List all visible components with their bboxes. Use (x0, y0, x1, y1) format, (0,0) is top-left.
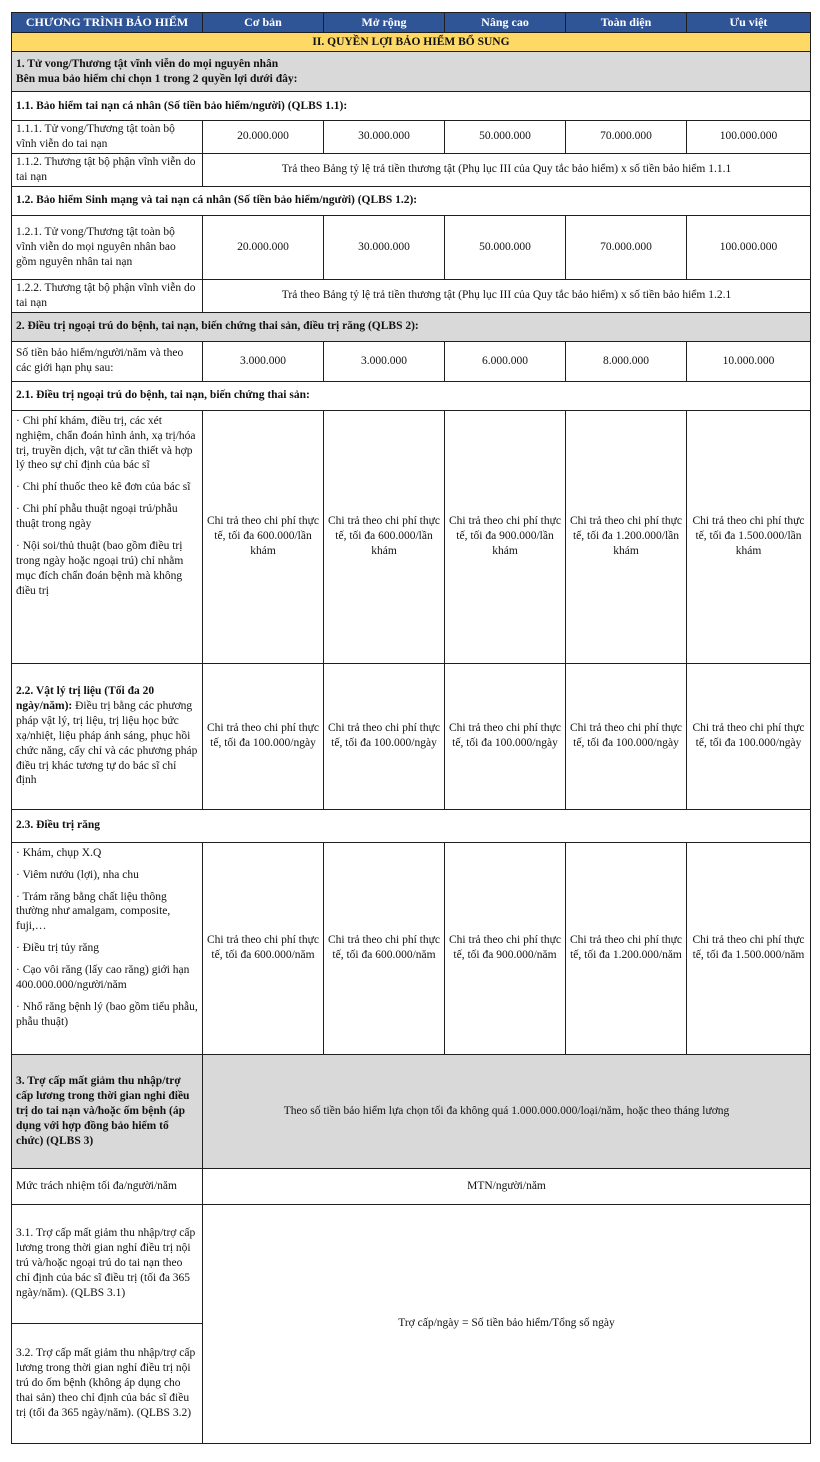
s31-row (12, 1204, 811, 1323)
s12-title: 1.2. Bảo hiểm Sinh mạng và tai nạn cá nhân (Số tiền bảo hiểm/người) (QLBS 1.2): (12, 186, 811, 215)
s22-value: Chi trả theo chi phí thực tế, tối đa 100.000/ngày (687, 663, 811, 809)
s12-r2-value: Trả theo Bảng tỷ lệ trả tiền thương tật (Phụ lục III của Quy tắc bảo hiểm) x số tiền bảo hiểm 1.2.1 (203, 279, 811, 312)
s23-value: Chi trả theo chi phí thực tế, tối đa 600.000/năm (324, 842, 445, 1054)
section-II-row (12, 33, 811, 52)
s22-description: Điều trị bằng các phương pháp vật lý, trị liệu, trị liệu học bức xạ/nhiệt, liệu pháp ánh sáng, phục hồi chức năng, cấy chỉ và các phương pháp điều trị khác tương tự do bác sĩ chỉ định (16, 699, 198, 787)
header-plan-comprehensive: Toàn diện (566, 13, 687, 33)
s2-sum-value: 6.000.000 (445, 341, 566, 381)
s12-r1-value: 20.000.000 (203, 215, 324, 279)
s23-item: · Viêm nướu (lợi), nha chu (16, 868, 139, 881)
s22-title: 2.2. Vật lý trị liệu (Tối đa 20 ngày/năm): (16, 684, 155, 712)
s2-sum-value: 8.000.000 (566, 341, 687, 381)
s21-items (12, 410, 203, 663)
s23-item: · Khám, chụp X.Q (16, 846, 102, 859)
s23-value: Chi trả theo chi phí thực tế, tối đa 1.200.000/năm (566, 842, 687, 1054)
s11-r2-value: Trả theo Bảng tỷ lệ trả tiền thương tật (Phụ lục III của Quy tắc bảo hiểm) x số tiền bảo hiểm 1.1.1 (203, 153, 811, 186)
s2-title: 2. Điều trị ngoại trú do bệnh, tai nạn, biến chứng thai sản, điều trị răng (QLBS 2): (12, 312, 811, 341)
s22-label (12, 663, 203, 809)
s3-max-label: Mức trách nhiệm tối đa/người/năm (12, 1168, 203, 1204)
header-program: CHƯƠNG TRÌNH BẢO HIỂM (12, 13, 203, 33)
s2-sum-label: Số tiền bảo hiểm/người/năm và theo các giới hạn phụ sau: (12, 341, 203, 381)
s23-value: Chi trả theo chi phí thực tế, tối đa 900.000/năm (445, 842, 566, 1054)
s12-r1-value: 30.000.000 (324, 215, 445, 279)
header-row (12, 13, 811, 33)
s22-value: Chi trả theo chi phí thực tế, tối đa 100.000/ngày (566, 663, 687, 809)
s22-value: Chi trả theo chi phí thực tế, tối đa 100.000/ngày (324, 663, 445, 809)
s21-row (12, 410, 811, 663)
s11-r1-value: 20.000.000 (203, 121, 324, 154)
s23-value: Chi trả theo chi phí thực tế, tối đa 600.000/năm (203, 842, 324, 1054)
s23-item: · Trám răng bằng chất liệu thông thường như amalgam, composite, fuji,… (16, 890, 171, 933)
s23-title: 2.3. Điều trị răng (12, 809, 811, 842)
s11-r1-value: 30.000.000 (324, 121, 445, 154)
s1-subtitle: Bên mua bảo hiểm chỉ chọn 1 trong 2 quyền lợi dưới đây: (16, 72, 298, 85)
s21-value: Chi trả theo chi phí thực tế, tối đa 900.000/lần khám (445, 410, 566, 663)
s21-title-row (12, 381, 811, 410)
s3-title-value: Theo số tiền bảo hiểm lựa chọn tối đa không quá 1.000.000.000/loại/năm, hoặc theo tháng lương (203, 1054, 811, 1168)
s11-title: 1.1. Bảo hiểm tai nạn cá nhân (Số tiền bảo hiểm/người) (QLBS 1.1): (12, 92, 811, 121)
s12-r1-label: 1.2.1. Tử vong/Thương tật toàn bộ vĩnh viễn do mọi nguyên nhân bao gồm nguyên nhân tai nạn (12, 215, 203, 279)
s3-max-row (12, 1168, 811, 1204)
s12-row1 (12, 215, 811, 279)
s23-row (12, 842, 811, 1054)
s2-sum-row (12, 341, 811, 381)
s2-title-row (12, 312, 811, 341)
s23-value: Chi trả theo chi phí thực tế, tối đa 1.500.000/năm (687, 842, 811, 1054)
s12-r2-label: 1.2.2. Thương tật bộ phận vĩnh viễn do tai nạn (12, 279, 203, 312)
s22-value: Chi trả theo chi phí thực tế, tối đa 100.000/ngày (445, 663, 566, 809)
s11-r2-label: 1.1.2. Thương tật bộ phận vĩnh viễn do tai nạn (12, 153, 203, 186)
s3-title-row (12, 1054, 811, 1168)
s11-r1-value: 50.000.000 (445, 121, 566, 154)
section-II-title: II. QUYỀN LỢI BẢO HIỂM BỔ SUNG (12, 33, 811, 52)
s1-title-cell (12, 52, 811, 92)
s2-sum-value: 3.000.000 (203, 341, 324, 381)
s12-r1-value: 70.000.000 (566, 215, 687, 279)
s3-max-value: MTN/người/năm (203, 1168, 811, 1204)
s11-r1-value: 100.000.000 (687, 121, 811, 154)
s11-r1-value: 70.000.000 (566, 121, 687, 154)
s12-row2 (12, 279, 811, 312)
s21-item: · Chi phí khám, điều trị, các xét nghiệm, chẩn đoán hình ảnh, xạ trị/hóa trị, truyền dịch, vật tư cần thiết và hợp lý theo sự chỉ định của bác sĩ (16, 414, 196, 472)
s23-item: · Nhổ răng bệnh lý (bao gồm tiểu phẫu, phẫu thuật) (16, 1001, 198, 1029)
s11-row2 (12, 153, 811, 186)
s21-value: Chi trả theo chi phí thực tế, tối đa 1.200.000/lần khám (566, 410, 687, 663)
s23-item: · Điều trị tủy răng (16, 942, 100, 955)
s1-title: 1. Tử vong/Thương tật vĩnh viễn do mọi nguyên nhân (16, 57, 279, 70)
s21-item: · Chi phí phẫu thuật ngoại trú/phẫu thuật trong ngày (16, 503, 178, 531)
s23-items (12, 842, 203, 1054)
s21-title: 2.1. Điều trị ngoại trú do bệnh, tai nạn, biến chứng thai sản: (12, 381, 811, 410)
s12-title-row (12, 186, 811, 215)
header-plan-premium: Ưu việt (687, 13, 811, 33)
s11-r1-label: 1.1.1. Tử vong/Thương tật toàn bộ vĩnh viễn do tai nạn (12, 121, 203, 154)
s11-title-row (12, 92, 811, 121)
s1-title-row (12, 52, 811, 92)
s3-formula: Trợ cấp/ngày = Số tiền bảo hiểm/Tổng số ngày (203, 1204, 811, 1443)
insurance-benefits-table (11, 12, 811, 1444)
s3-title: 3. Trợ cấp mất giảm thu nhập/trợ cấp lương trong thời gian nghỉ điều trị do tai nạn và/hoặc ốm bệnh (áp dụng với hợp đồng bảo hiểm tổ chức) (QLBS 3) (12, 1054, 203, 1168)
s22-row (12, 663, 811, 809)
s12-r1-value: 50.000.000 (445, 215, 566, 279)
s21-item: · Chi phí thuốc theo kê đơn của bác sĩ (16, 481, 191, 494)
header-plan-extended: Mở rộng (324, 13, 445, 33)
s23-title-row (12, 809, 811, 842)
s12-r1-value: 100.000.000 (687, 215, 811, 279)
s22-value: Chi trả theo chi phí thực tế, tối đa 100.000/ngày (203, 663, 324, 809)
s11-row1 (12, 121, 811, 154)
s32-label: 3.2. Trợ cấp mất giảm thu nhập/trợ cấp lương trong thời gian nghỉ điều trị nội trú do ốm bệnh (không áp dụng cho thai sản) theo chỉ định của bác sĩ điều trị (tối đa 365 ngày/năm). (QLBS 3.2) (12, 1323, 203, 1443)
s2-sum-value: 10.000.000 (687, 341, 811, 381)
s21-item: · Nội soi/thủ thuật (bao gồm điều trị trong ngày hoặc ngoại trú) chỉ nhằm mục đích chẩn đoán bệnh mà không điều trị (16, 540, 184, 597)
header-plan-basic: Cơ bản (203, 13, 324, 33)
s21-value: Chi trả theo chi phí thực tế, tối đa 600.000/lần khám (324, 410, 445, 663)
header-plan-advanced: Nâng cao (445, 13, 566, 33)
s31-label: 3.1. Trợ cấp mất giảm thu nhập/trợ cấp lương trong thời gian nghỉ điều trị nội trú và/hoặc ngoại trú do tai nạn theo chỉ định của bác sĩ điều trị (tối đa 365 ngày/năm). (QLBS 3.1) (12, 1204, 203, 1323)
s21-value: Chi trả theo chi phí thực tế, tối đa 1.500.000/lần khám (687, 410, 811, 663)
s2-sum-value: 3.000.000 (324, 341, 445, 381)
s21-value: Chi trả theo chi phí thực tế, tối đa 600.000/lần khám (203, 410, 324, 663)
s23-item: · Cạo vôi răng (lấy cao răng) giới hạn 400.000.000/người/năm (16, 964, 190, 992)
